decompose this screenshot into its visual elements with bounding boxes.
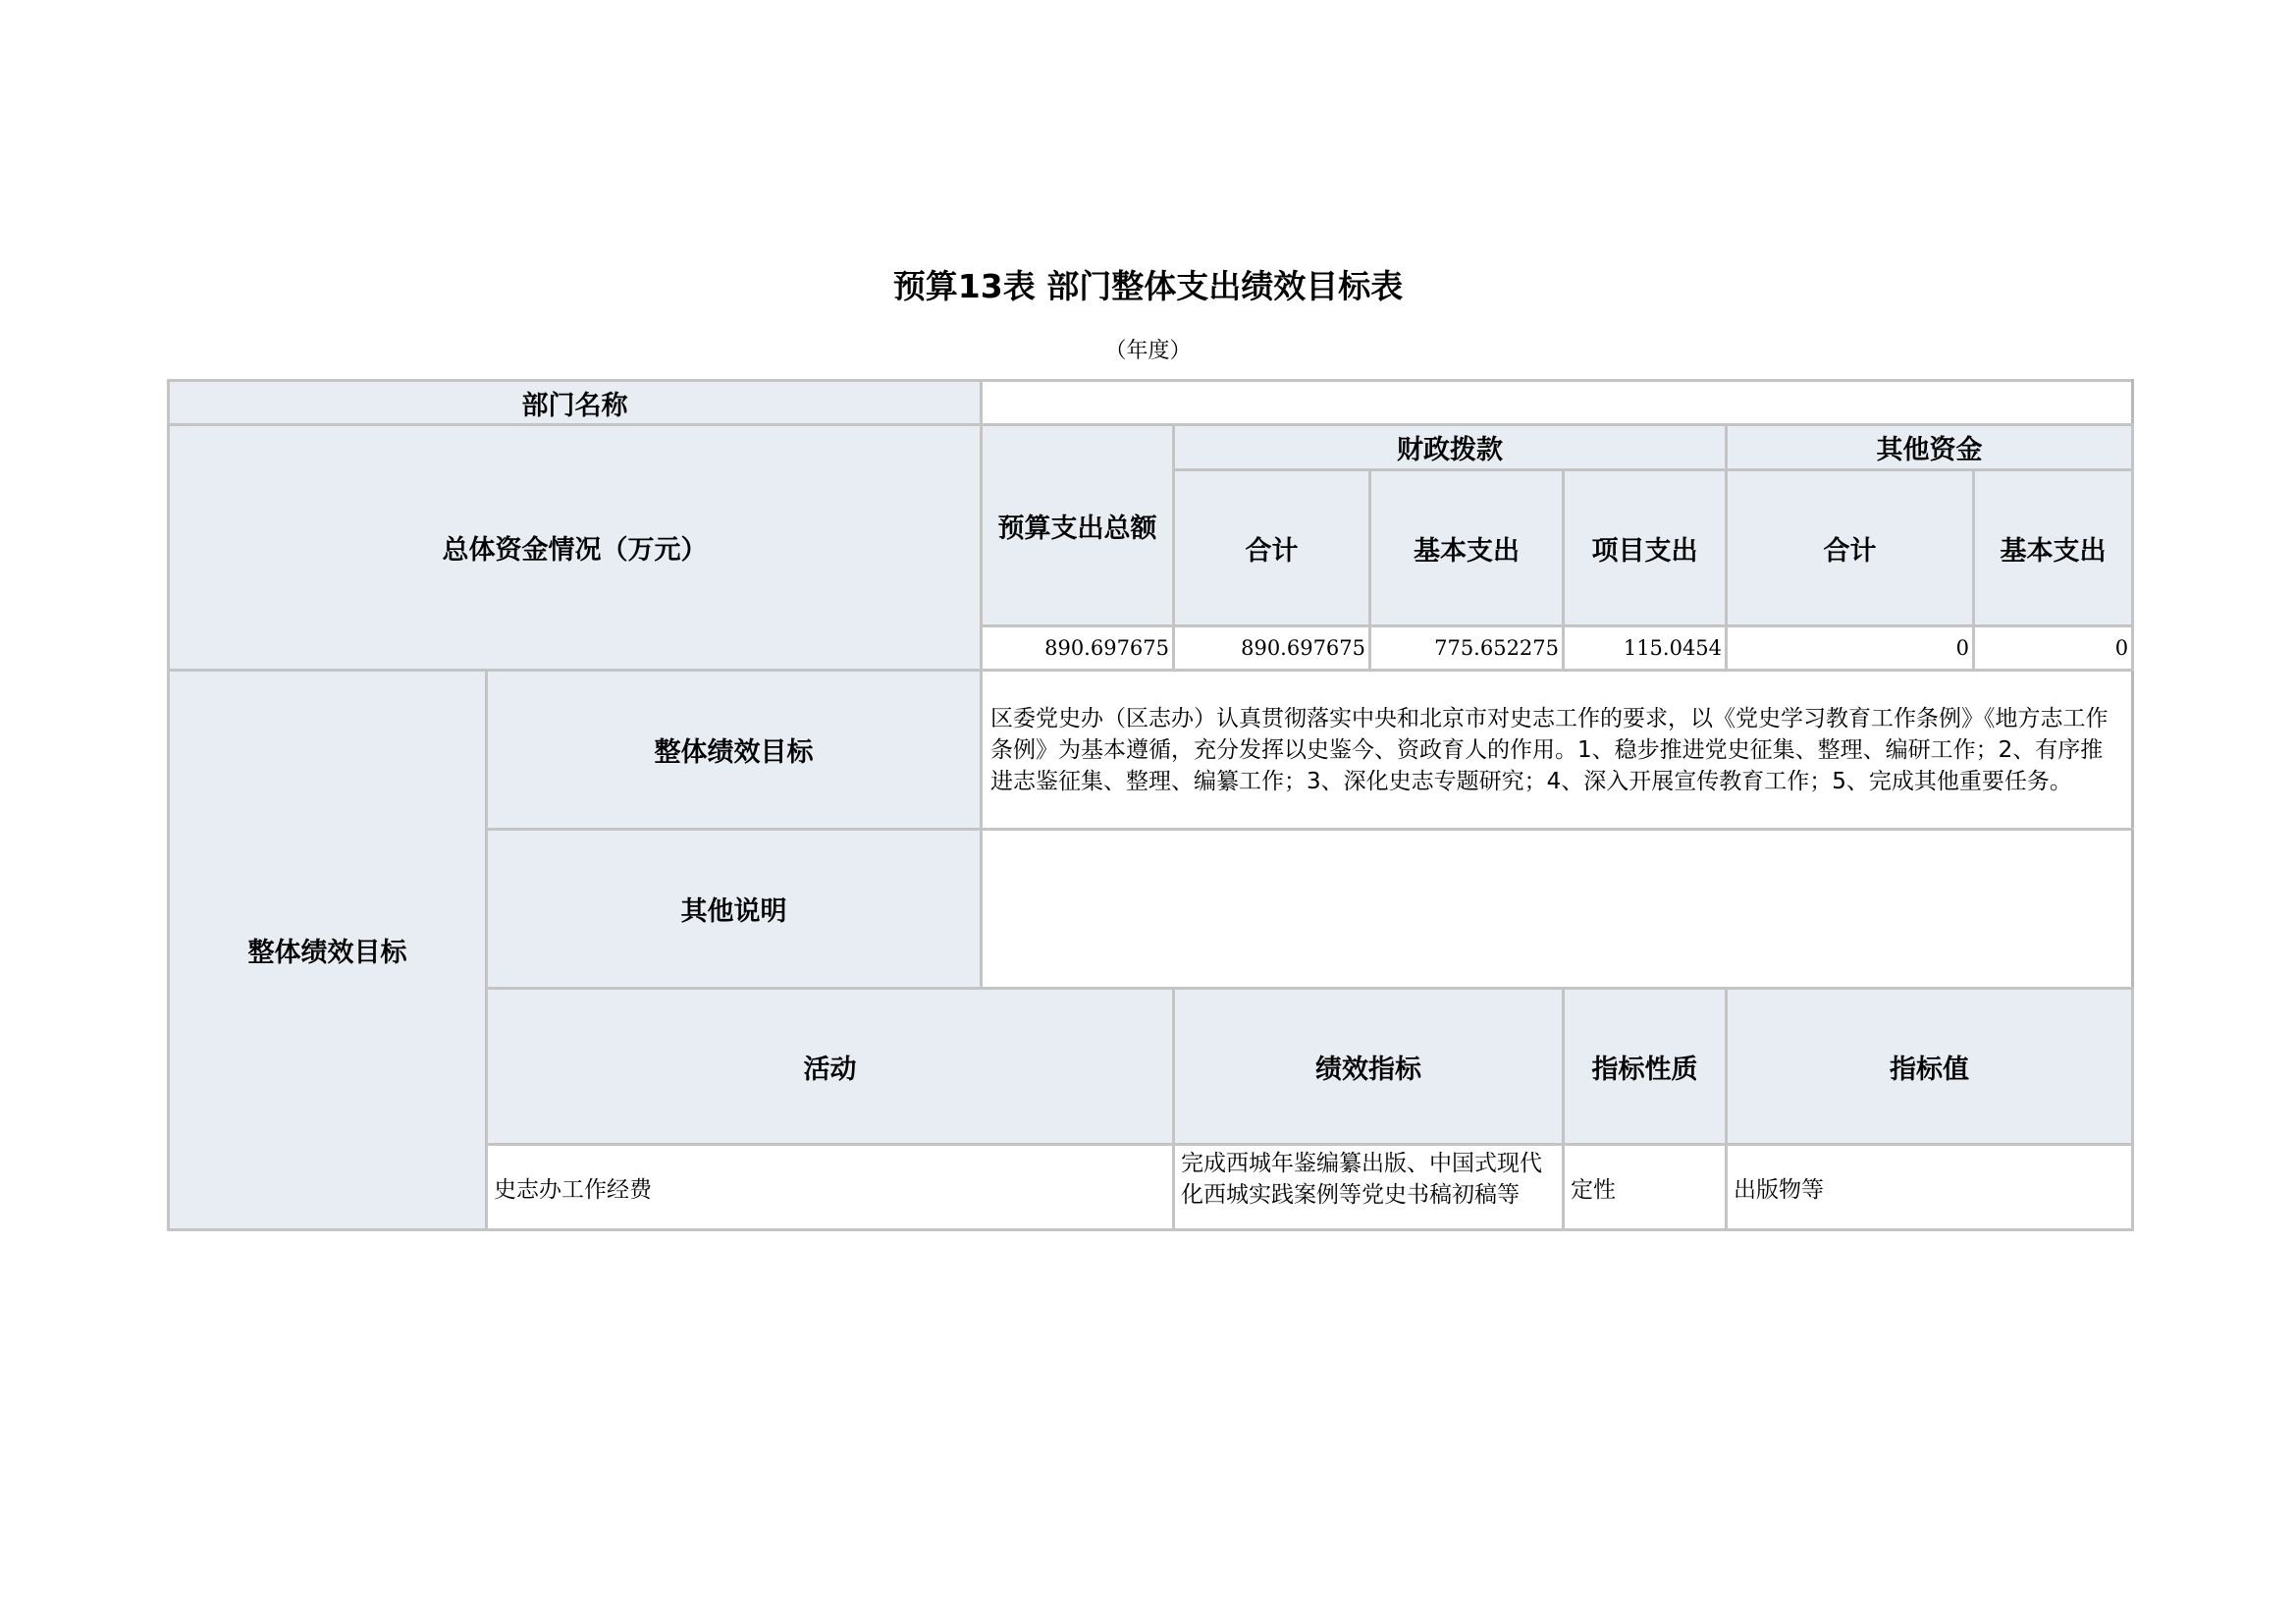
other-notes-label: 其他说明: [487, 830, 982, 989]
other-basic-value: 0: [1974, 626, 2133, 671]
fiscal-project-value: 115.0454: [1564, 626, 1727, 671]
value-cell: 出版物等: [1727, 1145, 2133, 1230]
goals-group-label: 整体绩效目标: [169, 671, 487, 1230]
activity-cell: 史志办工作经费: [487, 1145, 1174, 1230]
fiscal-sum-value: 890.697675: [1174, 626, 1370, 671]
page-title: 预算13表 部门整体支出绩效目标表: [892, 267, 1404, 305]
overall-goal-label: 整体绩效目标: [487, 671, 982, 830]
other-sum-value: 0: [1727, 626, 1974, 671]
total-value: 890.697675: [982, 626, 1174, 671]
indicator-cell: [1174, 1145, 1564, 1230]
fiscal-basic-value: 775.652275: [1370, 626, 1564, 671]
indicator-header: 绩效指标: [1174, 989, 1564, 1145]
fiscal-project-label: 项目支出: [1564, 470, 1727, 626]
value-header: 指标值: [1727, 989, 2133, 1145]
other-basic-label: 基本支出: [1974, 470, 2133, 626]
fiscal-basic-label: 基本支出: [1370, 470, 1564, 626]
dept-name-label: 部门名称: [169, 381, 982, 425]
other-sum-label: 合计: [1727, 470, 1974, 626]
page-subtitle: （年度）: [1104, 339, 1192, 363]
nature-cell: 定性: [1564, 1145, 1727, 1230]
nature-header: 指标性质: [1564, 989, 1727, 1145]
other-notes-text: [982, 830, 2133, 989]
funds-header-row: [169, 425, 2133, 470]
fiscal-sum-label: 合计: [1174, 470, 1370, 626]
fiscal-label: 财政拨款: [1174, 425, 1727, 470]
other-funds-label: 其他资金: [1727, 425, 2133, 470]
dept-row: [169, 381, 2133, 425]
dept-name-value: [982, 381, 2133, 425]
indicator-text: 完成西城年鉴编纂出版、中国式现代化西城实践案例等党史书稿初稿等: [1181, 1151, 1543, 1208]
total-label: 预算支出总额: [982, 425, 1174, 626]
overall-goal-row: [169, 671, 2133, 830]
performance-table: [167, 379, 2134, 1231]
funds-label: 总体资金情况（万元）: [169, 425, 982, 671]
overall-goal-text: 区委党史办（区志办）认真贯彻落实中央和北京市对史志工作的要求，以《党史学习教育工作条例》《地方志工作条例》为基本遵循，充分发挥以史鉴今、资政育人的作用。1、稳步推进党史征集、整理、编研工作；2、有序推进志鉴征集、整理、编纂工作；3、深化史志专题研究；4、深入开展宣传教育工作；5、完成其他重要任务。: [982, 671, 2133, 830]
activity-header: 活动: [487, 989, 1174, 1145]
